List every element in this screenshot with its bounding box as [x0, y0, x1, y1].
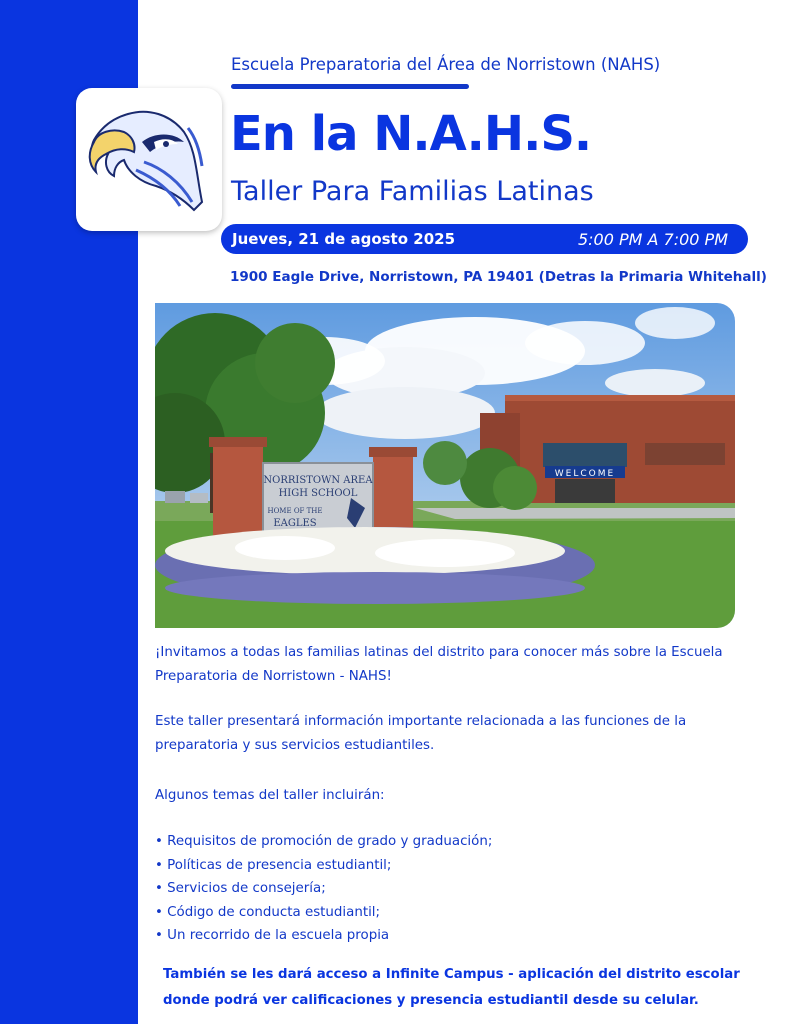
intro-paragraph: ¡Invitamos a todas las familias latinas del distrito para conocer más sobre la Escuela Preparatoria de Norristown - NAHS! [155, 645, 723, 684]
school-photo [155, 303, 735, 628]
topics-intro: Algunos temas del taller incluirán: [155, 788, 385, 803]
topics-list [155, 830, 492, 948]
event-time: 5:00 PM A 7:00 PM [577, 230, 728, 249]
sign-line-3: HOME OF THE [267, 507, 323, 515]
sign-line-1: NORRISTOWN AREA [263, 475, 373, 486]
eagle-mascot-icon [84, 102, 214, 214]
closing-paragraph: También se les dará acceso a Infinite Campus - aplicación del distrito escolar donde podrá ver calificaciones y presencia estudiantil desde su celular. [163, 967, 740, 1008]
list-item: • Requisitos de promoción de grado y graduación; [155, 830, 492, 854]
list-item: • Un recorrido de la escuela propia [155, 924, 492, 948]
page-title: En la N.A.H.S. [230, 106, 592, 162]
list-item: • Políticas de presencia estudiantil; [155, 854, 492, 878]
page-subtitle: Taller Para Familias Latinas [231, 176, 594, 207]
event-address: 1900 Eagle Drive, Norristown, PA 19401 (Detras la Primaria Whitehall) [230, 269, 767, 285]
title-underline [231, 84, 469, 89]
sign-line-4: EAGLES [273, 518, 317, 529]
list-item: • Código de conducta estudiantil; [155, 901, 492, 925]
welcome-banner: WELCOME [554, 469, 616, 479]
list-item: • Servicios de consejería; [155, 877, 492, 901]
school-name: Escuela Preparatoria del Área de Norristown (NAHS) [231, 55, 661, 74]
event-date-time-bar [221, 224, 748, 254]
sign-line-2: HIGH SCHOOL [278, 488, 358, 499]
logo-card [76, 88, 222, 231]
event-date: Jueves, 21 de agosto 2025 [232, 230, 456, 248]
description-paragraph: Este taller presentará información importante relacionada a las funciones de la preparatoria y sus servicios estudiantiles. [155, 714, 687, 753]
